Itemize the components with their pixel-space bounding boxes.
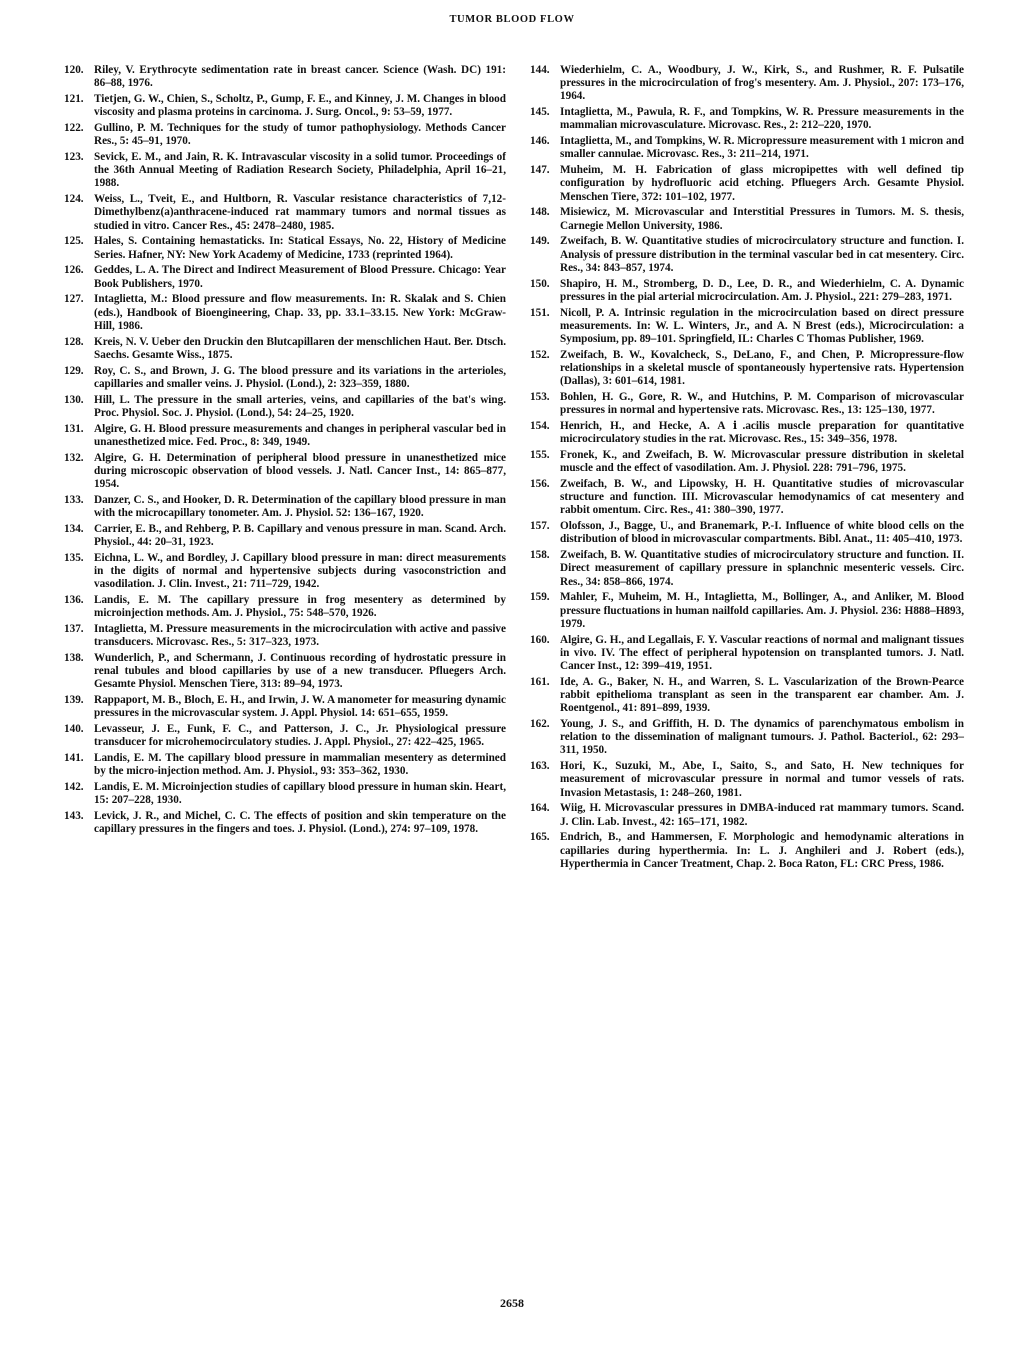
reference-text: Shapiro, H. M., Stromberg, D. D., Lee, D. R., and Wiederhielm, C. A. Dynamic pressures in the pial arterial microcirculation. Am. J. Physiol., 221: 279–283, 1971.: [560, 277, 964, 303]
reference-number: 136.: [64, 594, 84, 607]
reference-entry: [530, 391, 964, 417]
reference-number: 163.: [530, 760, 550, 773]
reference-text: Wiederhielm, C. A., Woodbury, J. W., Kirk, S., and Rushmer, R. F. Pulsatile pressures in the microcirculation of frog's mesentery. Am. J. Physiol., 207: 173–176, 1964.: [560, 64, 964, 103]
reference-number: 152.: [530, 348, 550, 361]
reference-number: 154.: [530, 420, 550, 433]
reference-text: Fronek, K., and Zweifach, B. W. Microvascular pressure distribution in skeletal muscle and the effect of vasodilation. Am. J. Physiol. 228: 791–796, 1975.: [560, 449, 964, 475]
reference-number: 165.: [530, 831, 550, 844]
reference-entry: [64, 151, 506, 191]
reference-entry: [64, 423, 506, 449]
reference-number: 131.: [64, 422, 84, 435]
reference-text: Intaglietta, M., and Tompkins, W. R. Micropressure measurement with 1 micron and smaller cannulae. Microvasc. Res., 3: 211–214, 1971.: [560, 135, 964, 161]
reference-text: Nicoll, P. A. Intrinsic regulation in the microcirculation based on direct pressure measurements. In: W. L. Winters, Jr., and A. N Brest (eds.), Microcirculation: a Symposium, pp. 89–101. Springfield, IL: Charles C Thomas Publisher, 1969.: [560, 306, 964, 346]
reference-number: 148.: [530, 206, 550, 219]
reference-number: 135.: [64, 551, 84, 564]
reference-entry: [530, 164, 964, 204]
reference-entry: [64, 594, 506, 620]
reference-entry: [530, 634, 964, 674]
reference-number: 160.: [530, 633, 550, 646]
reference-entry: [64, 623, 506, 649]
reference-text: Hori, K., Suzuki, M., Abe, I., Saito, S., and Sato, H. New techniques for measurement of microvascular pressure in normal and tumor vessels of rats. Invasion Metastasis, 1: 248–260, 1981.: [560, 760, 964, 799]
reference-entry: [530, 235, 964, 275]
reference-text: Intaglietta, M. Pressure measurements in the microcirculation with active and passive transducers. Microvasc. Res., 5: 317–323, 1973.: [94, 623, 506, 649]
reference-number: 153.: [530, 391, 550, 404]
reference-number: 155.: [530, 449, 550, 462]
reference-text: Eichna, L. W., and Bordley, J. Capillary blood pressure in man: direct measurements in the digits of normal and hypertensive subjects during vasoconstriction and vasodilation. J. Clin. Invest., 21: 711–729, 1942.: [94, 551, 506, 591]
reference-entry: [64, 336, 506, 362]
reference-text: Intaglietta, M., Pawula, R. F., and Tompkins, W. R. Pressure measurements in the mammalian microvasculature. Microvasc. Res., 2: 212–220, 1970.: [560, 106, 964, 132]
reference-entry: [530, 206, 964, 232]
reference-text: Bohlen, H. G., Gore, R. W., and Hutchins, P. M. Comparison of microvascular pressures in normal and hypertensive rats. Microvasc. Res., 13: 125–130, 1977.: [560, 391, 964, 417]
reference-text: Landis, E. M. Microinjection studies of capillary blood pressure in human skin. Heart, 15: 207–228, 1930.: [94, 781, 506, 807]
reference-text: Roy, C. S., and Brown, J. G. The blood pressure and its variations in the arterioles, capillaries and smaller veins. J. Physiol. (Lond.), 2: 323–359, 1880.: [94, 364, 506, 390]
reference-text: Misiewicz, M. Microvascular and Interstitial Pressures in Tumors. M. S. thesis, Carnegie Mellon University, 1986.: [560, 206, 964, 232]
reference-entry: [530, 307, 964, 347]
reference-text: Ide, A. G., Baker, N. H., and Warren, S. L. Vascularization of the Brown-Pearce rabbit epithelioma transplant as seen in the transparent ear chamber. Am. J. Roentgenol., 41: 891–899, 1939.: [560, 675, 964, 715]
reference-text: Intaglietta, M.: Blood pressure and flow measurements. In: R. Skalak and S. Chien (eds.), Handbook of Bioengineering, Chap. 33, pp. 33.1–33.15. New York: McGraw-Hill, 1986.: [94, 293, 506, 332]
reference-text: Landis, E. M. The capillary blood pressure in mammalian mesentery as determined by the micro-injection method. Am. J. Physiol., 93: 353–362, 1930.: [94, 752, 506, 778]
reference-entry: [530, 520, 964, 546]
reference-text: Sevick, E. M., and Jain, R. K. Intravascular viscosity in a solid tumor. Proceedings of the 36th Annual Meeting of Radiation Research Society, Philadelphia, April 16–21, 1988.: [94, 151, 506, 190]
reference-number: 125.: [64, 235, 84, 248]
reference-entry: [530, 449, 964, 475]
reference-entry: [64, 694, 506, 720]
reference-entry: [530, 478, 964, 518]
reference-number: 146.: [530, 135, 550, 148]
reference-text: Hill, L. The pressure in the small arteries, veins, and capillaries of the bat's wing. Proc. Physiol. Soc. J. Physiol. (Lond.), 54: 24–25, 1920.: [94, 393, 506, 419]
reference-entry: [530, 676, 964, 716]
reference-entry: [530, 549, 964, 589]
reference-entry: [64, 365, 506, 391]
reference-entry: [530, 718, 964, 758]
reference-text: Rappaport, M. B., Bloch, E. H., and Irwin, J. W. A manometer for measuring dynamic pressures in the microvascular system. J. Appl. Physiol. 14: 651–655, 1959.: [94, 694, 506, 720]
reference-number: 134.: [64, 522, 84, 535]
reference-text: Mahler, F., Muheim, M. H., Intaglietta, M., Bollinger, A., and Anliker, M. Blood pressure fluctuations in human nailfold capillaries. Am. J. Physiol. 236: H888–H893, 1979.: [560, 591, 964, 630]
reference-text: Zweifach, B. W., and Lipowsky, H. H. Quantitative studies of microvascular structure and function. III. Microvascular hemodynamics of cat mesentery and rabbit omentum. Circ. Res., 41: 380–390, 1977.: [560, 478, 964, 517]
reference-entry: [530, 135, 964, 161]
reference-number: 124.: [64, 193, 84, 206]
reference-number: 143.: [64, 810, 84, 823]
reference-number: 129.: [64, 364, 84, 377]
reference-column-left: [64, 64, 506, 839]
reference-entry: [64, 93, 506, 119]
reference-number: 161.: [530, 675, 550, 688]
reference-number: 133.: [64, 493, 84, 506]
reference-text: Muheim, M. H. Fabrication of glass micropipettes with well defined tip configuration by hydrofluoric acid etching. Pfluegers Arch. Gesamte Physiol. Menschen Tiere, 372: 101–102, 1977.: [560, 164, 964, 203]
reference-text: Zweifach, B. W. Quantitative studies of microcirculatory structure and function. I. Analysis of pressure distribution in the terminal vascular bed in cat mesentery. Circ. Res., 34: 843–857, 1974.: [560, 235, 964, 274]
reference-number: 149.: [530, 235, 550, 248]
reference-number: 123.: [64, 151, 84, 163]
reference-text: Zweifach, B. W., Kovalcheck, S., DeLano, F., and Chen, P. Micropressure-flow relationships in a skeletal muscle of spontaneously hypertensive rats. Hypertension (Dallas), 3: 601–614, 1981.: [560, 348, 964, 388]
reference-entry: [530, 278, 964, 304]
reference-entry: [64, 752, 506, 778]
reference-text: Olofsson, J., Bagge, U., and Branemark, P.-I. Influence of white blood cells on the distribution of blood in microvascular compartments. Bibl. Anat., 11: 405–410, 1973.: [560, 520, 964, 546]
reference-entry: [64, 523, 506, 549]
reference-entry: [64, 723, 506, 749]
reference-number: 162.: [530, 718, 550, 731]
reference-number: 122.: [64, 122, 84, 134]
reference-text: Tietjen, G. W., Chien, S., Scholtz, P., Gump, F. E., and Kinney, J. M. Changes in blood viscosity and plasma proteins in carcinoma. J. Surg. Oncol., 9: 53–59, 1977.: [94, 93, 506, 119]
reference-number: 142.: [64, 781, 84, 794]
reference-entry: [530, 802, 964, 828]
reference-number: 159.: [530, 591, 550, 604]
reference-text: Riley, V. Erythrocyte sedimentation rate in breast cancer. Science (Wash. DC) 191: 86–88, 1976.: [94, 64, 506, 90]
reference-number: 144.: [530, 64, 550, 76]
reference-text: Wunderlich, P., and Schermann, J. Continuous recording of hydrostatic pressure in renal tubules and blood capillaries by use of a new transducer. Pfluegers Arch. Gesamte Physiol. Menschen Tiere, 313: 89–94, 1973.: [94, 652, 506, 691]
reference-entry: [530, 831, 964, 871]
reference-number: 156.: [530, 478, 550, 491]
reference-text: Henrich, H., and Hecke, A. A ⅰ.acilis muscle preparation for quantitative microcirculatory studies in the rat. Microvasc. Res., 15: 349–356, 1978.: [560, 420, 964, 446]
reference-text: Geddes, L. A. The Direct and Indirect Measurement of Blood Pressure. Chicago: Year Book Publishers, 1970.: [94, 264, 506, 290]
reference-number: 137.: [64, 623, 84, 636]
reference-entry: [64, 64, 506, 90]
reference-text: Carrier, E. B., and Rehberg, P. B. Capillary and venous pressure in man. Scand. Arch. Physiol., 44: 20–31, 1923.: [94, 522, 506, 549]
reference-entry: [64, 810, 506, 836]
reference-number: 126.: [64, 264, 84, 277]
reference-text: Wiig, H. Microvascular pressures in DMBA-induced rat mammary tumors. Scand. J. Clin. Lab. Invest., 42: 165–171, 1982.: [560, 802, 964, 828]
reference-text: Weiss, L., Tveit, E., and Hultborn, R. Vascular resistance characteristics of 7,12-Dimethylbenz(a)anthracene-induced rat mammary tumors and normal tissues as studied in vitro. Cancer Res., 45: 2478–2480, 1985.: [94, 193, 506, 232]
reference-number: 140.: [64, 723, 84, 736]
reference-number: 128.: [64, 335, 84, 348]
reference-number: 151.: [530, 306, 550, 319]
reference-entry: [530, 420, 964, 446]
reference-entry: [64, 394, 506, 420]
reference-text: Danzer, C. S., and Hooker, D. R. Determination of the capillary blood pressure in man with the microcapillary tonometer. Am. J. Physiol. 52: 136–167, 1920.: [94, 493, 506, 520]
reference-entry: [530, 760, 964, 800]
reference-entry: [64, 122, 506, 148]
reference-number: 132.: [64, 451, 84, 464]
reference-text: Algire, G. H. Determination of peripheral blood pressure in unanesthetized mice during microscopic observation of blood vessels. J. Natl. Cancer Inst., 14: 865–877, 1954.: [94, 451, 506, 491]
reference-text: Hales, S. Containing hemastaticks. In: Statical Essays, No. 22, History of Medicine Series. Hafner, NY: New York Academy of Medicine, 1733 (reprinted 1964).: [94, 235, 506, 261]
page-number: 2658: [500, 1296, 524, 1310]
reference-number: 138.: [64, 652, 84, 665]
reference-number: 164.: [530, 802, 550, 815]
reference-entry: [64, 235, 506, 261]
reference-entry: [530, 349, 964, 389]
reference-entry: [64, 193, 506, 233]
reference-number: 141.: [64, 752, 84, 765]
reference-number: 145.: [530, 106, 550, 119]
reference-text: Endrich, B., and Hammersen, F. Morphologic and hemodynamic alterations in capillaries during hyperthermia. In: L. J. Anghileri and J. Robert (eds.), Hyperthermia in Cancer Treatment, Chap. 2. Boca Raton, FL: CRC Press, 1986.: [560, 831, 964, 870]
reference-number: 139.: [64, 694, 84, 707]
reference-number: 121.: [64, 93, 84, 105]
reference-number: 147.: [530, 164, 550, 177]
reference-entry: [530, 591, 964, 631]
reference-number: 120.: [64, 64, 84, 76]
reference-text: Levasseur, J. E., Funk, F. C., and Patterson, J. C., Jr. Physiological pressure transducer for microhemocirculatory studies. J. Appl. Physiol., 27: 422–425, 1965.: [94, 723, 506, 749]
reference-entry: [64, 494, 506, 520]
reference-text: Zweifach, B. W. Quantitative studies of microcirculatory structure and function. II. Direct measurement of capillary pressure in splanchnic mesenteric vessels. Circ. Res., 34: 858–866, 1974.: [560, 549, 964, 588]
reference-column-right: [530, 64, 964, 874]
reference-text: Algire, G. H. Blood pressure measurements and changes in peripheral vascular bed in unanesthetized mice. Fed. Proc., 8: 349, 1949.: [94, 422, 506, 448]
reference-text: Young, J. S., and Griffith, H. D. The dynamics of parenchymatous embolism in relation to the dissemination of malignant tumours. J. Pathol. Bacteriol., 62: 293–311, 1950.: [560, 718, 964, 757]
reference-text: Landis, E. M. The capillary pressure in frog mesentery as determined by microinjection methods. Am. J. Physiol., 75: 548–570, 1926.: [94, 594, 506, 620]
reference-number: 127.: [64, 293, 84, 306]
reference-entry: [64, 293, 506, 333]
reference-number: 150.: [530, 277, 550, 290]
reference-entry: [530, 106, 964, 132]
reference-text: Gullino, P. M. Techniques for the study of tumor pathophysiology. Methods Cancer Res., 5: 45–91, 1970.: [94, 122, 506, 148]
reference-number: 130.: [64, 393, 84, 406]
reference-entry: [530, 64, 964, 104]
reference-text: Kreis, N. V. Ueber den Druckin den Blutcapillaren der menschlichen Haut. Ber. Dtsch. Saechs. Gesamte Wiss., 1875.: [94, 335, 506, 361]
reference-number: 157.: [530, 520, 550, 533]
reference-entry: [64, 781, 506, 807]
reference-text: Algire, G. H., and Legallais, F. Y. Vascular reactions of normal and malignant tissues in vivo. IV. The effect of peripheral hypotension on transplanted tumors. J. Natl. Cancer Inst., 12: 399–419, 1951.: [560, 633, 964, 673]
reference-entry: [64, 552, 506, 592]
running-head: TUMOR BLOOD FLOW: [449, 14, 575, 25]
reference-entry: [64, 264, 506, 290]
reference-number: 158.: [530, 549, 550, 562]
reference-entry: [64, 452, 506, 492]
reference-text: Levick, J. R., and Michel, C. C. The effects of position and skin temperature on the capillary pressures in the fingers and toes. J. Physiol. (Lond.), 274: 97–109, 1978.: [94, 810, 506, 836]
reference-entry: [64, 652, 506, 692]
